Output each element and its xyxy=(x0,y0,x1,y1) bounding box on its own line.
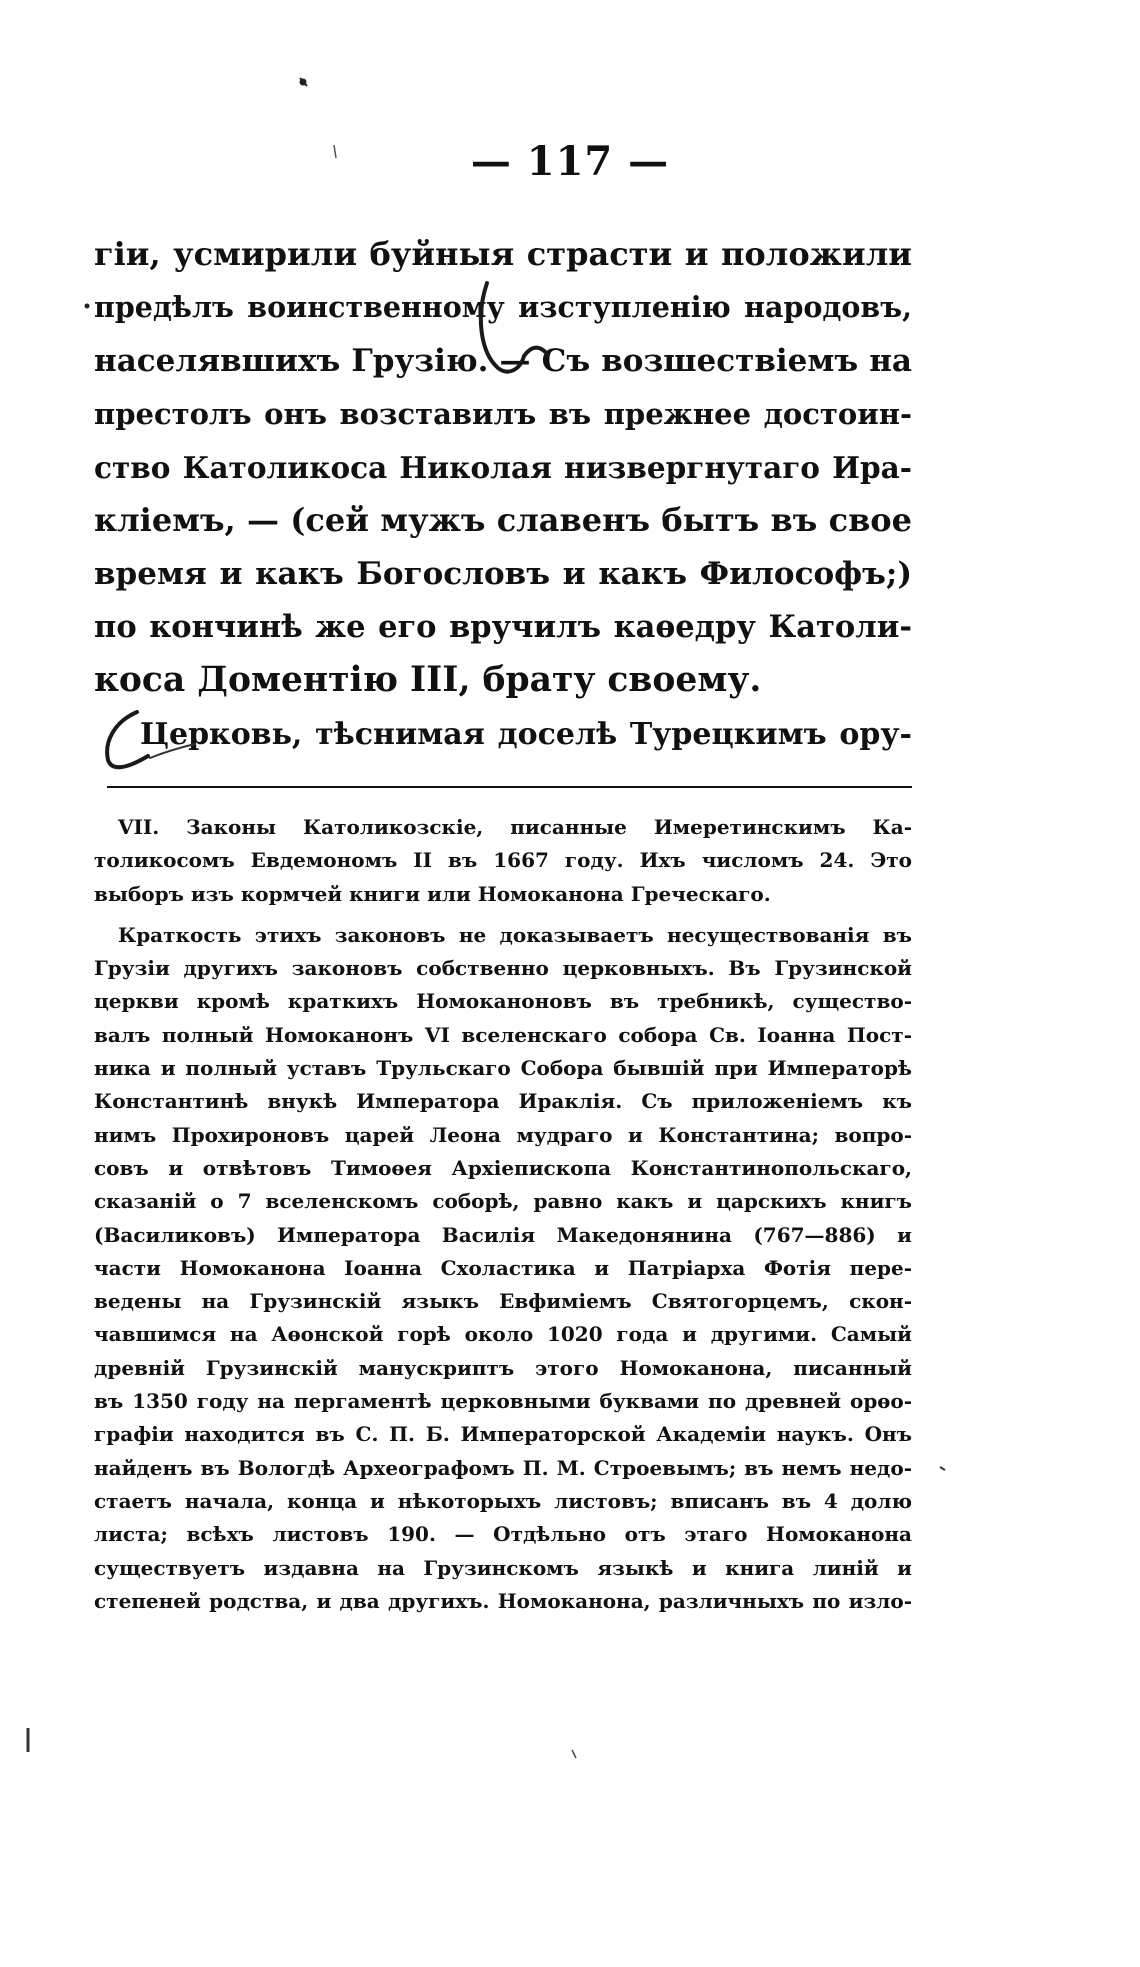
handwritten-mark xyxy=(150,744,195,758)
main-text-line: коса Доментію III, брату своему. xyxy=(94,660,762,701)
footnote-line: выборъ изъ кормчей книги или Номоканона Греческаго. xyxy=(94,881,771,906)
main-text-line: престолъ онъ возставилъ въ прежнее достоин- xyxy=(94,396,912,431)
footnote-line: листа; всѣхъ листовъ 190. — Отдѣльно отъ этаго Номоканона xyxy=(94,1522,912,1547)
main-text-line: кліемъ, — (сей мужъ славенъ бытъ въ свое xyxy=(94,501,912,540)
main-text-line: ство Католикоса Николая низвергнутаго Ира- xyxy=(94,450,912,486)
footnote-line: ника и полный уставъ Трульскаго Собора бывшій при Императорѣ xyxy=(94,1056,912,1081)
footnote-line: Краткость этихъ законовъ не доказываетъ несуществованія въ xyxy=(118,922,912,947)
handwritten-mark xyxy=(107,712,148,767)
main-text-line: населявшихъ Грузію. — Съ возшествіемъ на xyxy=(94,342,912,379)
footnote-line: чавшимся на Аѳонской горѣ около 1020 года и другими. Самый xyxy=(94,1322,912,1347)
handwritten-mark xyxy=(481,283,548,372)
scan-speck xyxy=(572,1750,576,1758)
footnote-line: Константинѣ внукѣ Императора Ираклія. Съ приложеніемъ къ xyxy=(94,1089,912,1114)
footnote-line: совъ и отвѣтовъ Тимоѳея Архіепископа Константинопольскаго, xyxy=(94,1155,912,1180)
footnote-line: VII. Законы Католикозскіе, писанные Имеретинскимъ Ка- xyxy=(118,815,912,839)
footnote-line: существуетъ издавна на Грузинскомъ языкѣ и книга линій и xyxy=(94,1555,912,1580)
scan-speck xyxy=(85,304,90,309)
scan-speck xyxy=(334,145,336,158)
footnote-line: въ 1350 году на пергаментѣ церковными буквами по древней орѳо- xyxy=(94,1389,912,1414)
footnote-line: валъ полный Номоканонъ VI вселенскаго собора Св. Іоанна Пост- xyxy=(94,1022,912,1047)
footnote-line: стаетъ начала, конца и нѣкоторыхъ листовъ; вписанъ въ 4 долю xyxy=(94,1488,912,1513)
footnote-line: церкви кромѣ краткихъ Номоканоновъ въ требникѣ, существо- xyxy=(94,989,912,1014)
footnote-line: Грузіи другихъ законовъ собственно церковныхъ. Въ Грузинской xyxy=(94,956,912,981)
footnote-line: (Василиковъ) Императора Василія Македонянина (767—886) и xyxy=(94,1222,912,1247)
footnote-line: части Номоканона Іоанна Схоластика и Патріарха Фотія пере- xyxy=(94,1255,912,1280)
footnote-line: древній Грузинскій манускриптъ этого Номоканона, писанный xyxy=(94,1355,912,1380)
footnote-line: найденъ въ Вологдѣ Археографомъ П. М. Строевымъ; въ немъ недо- xyxy=(94,1455,912,1480)
scan-speck xyxy=(940,1467,945,1470)
footnote-line: ведены на Грузинскій языкъ Евфиміемъ Святогорцемъ, скон- xyxy=(94,1289,912,1314)
footnote-line: толикосомъ Евдемономъ II въ 1667 году. Ихъ числомъ 24. Это xyxy=(94,848,912,873)
main-text-line: время и какъ Богословъ и какъ Философъ;) xyxy=(94,555,912,592)
footnote-line: нимъ Прохироновъ царей Леона мудраго и Константина; вопро- xyxy=(94,1122,912,1147)
main-text-line: по кончинѣ же его вручилъ каѳедру Католи- xyxy=(94,609,912,646)
footnote-line: графіи находится въ С. П. Б. Императорской Академіи наукъ. Онъ xyxy=(94,1422,912,1447)
footnote-line: сказаній о 7 вселенскомъ соборѣ, равно какъ и царскихъ книгъ xyxy=(94,1189,912,1214)
main-text-line: предѣлъ воинственному изступленію народовъ, xyxy=(94,290,912,325)
footnote-line: степеней родства, и два другихъ. Номоканона, различныхъ по изло- xyxy=(94,1588,912,1613)
main-text-line: Церковь, тѣснимая доселѣ Турецкимъ ору- xyxy=(140,716,912,752)
main-text-line: гіи, усмирили буйныя страсти и положили xyxy=(94,235,912,273)
page-number: — 117 — xyxy=(470,138,670,185)
